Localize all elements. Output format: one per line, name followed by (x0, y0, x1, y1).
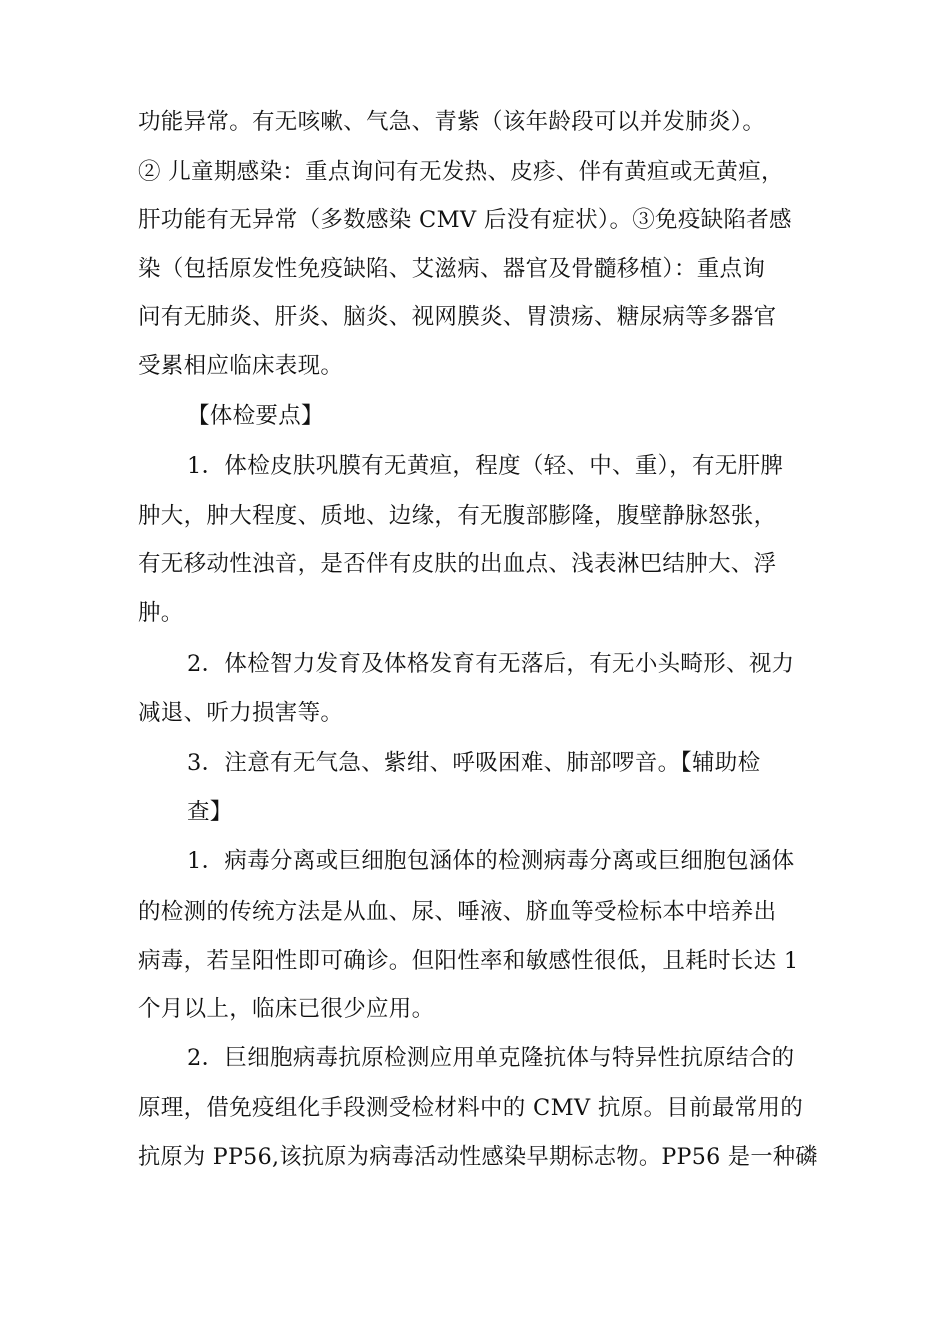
text-line: 个月以上，临床已很少应用。 (138, 996, 435, 1022)
text-line: 的检测的传统方法是从血、尿、唾液、脐血等受检标本中培养出 (138, 899, 777, 925)
text-line: 病毒，若呈阳性即可确诊。但阳性率和敏感性很低，且耗时长达 1 (138, 948, 799, 974)
text-line: 原理，借免疫组化手段测受检材料中的 CMV 抗原。目前最常用的 (138, 1095, 804, 1121)
text-line: ② 儿童期感染：重点询问有无发热、皮疹、伴有黄疸或无黄疸， (138, 159, 784, 185)
text-line: 2．巨细胞病毒抗原检测应用单克隆抗体与特异性抗原结合的 (187, 1045, 795, 1071)
text-line: 抗原为 PP56,该抗原为病毒活动性感染早期标志物。PP56 是一种磷 (138, 1144, 818, 1170)
section-heading: 查】 (187, 799, 233, 825)
text-line: 问有无肺炎、肝炎、脑炎、视网膜炎、胃溃疡、糖尿病等多器官 (138, 304, 777, 330)
text-line: 减退、听力损害等。 (138, 700, 344, 726)
text-line: 1．体检皮肤巩膜有无黄疸，程度（轻、中、重），有无肝脾 (187, 453, 784, 479)
text-line: 肝功能有无异常（多数感染 CMV 后没有症状）。③免疫缺陷者感 (138, 207, 792, 233)
text-line: 2．体检智力发育及体格发育有无落后，有无小头畸形、视力 (187, 651, 795, 677)
section-heading: 【体检要点】 (187, 403, 324, 429)
text-line: 3．注意有无气急、紫绀、呼吸困难、肺部啰音。【辅助检 (187, 750, 761, 776)
text-line: 有无移动性浊音，是否伴有皮肤的出血点、浅表淋巴结肿大、浮 (138, 551, 777, 577)
text-line: 肿。 (138, 600, 184, 626)
text-line: 染（包括原发性免疫缺陷、艾滋病、器官及骨髓移植）：重点询 (138, 256, 766, 282)
text-line: 1．病毒分离或巨细胞包涵体的检测病毒分离或巨细胞包涵体 (187, 848, 795, 874)
text-line: 功能异常。有无咳嗽、气急、青紫（该年龄段可以并发肺炎）。 (138, 109, 766, 135)
text-line: 受累相应临床表现。 (138, 353, 344, 379)
text-line: 肿大，肿大程度、质地、边缘，有无腹部膨隆，腹壁静脉怒张， (138, 503, 777, 529)
